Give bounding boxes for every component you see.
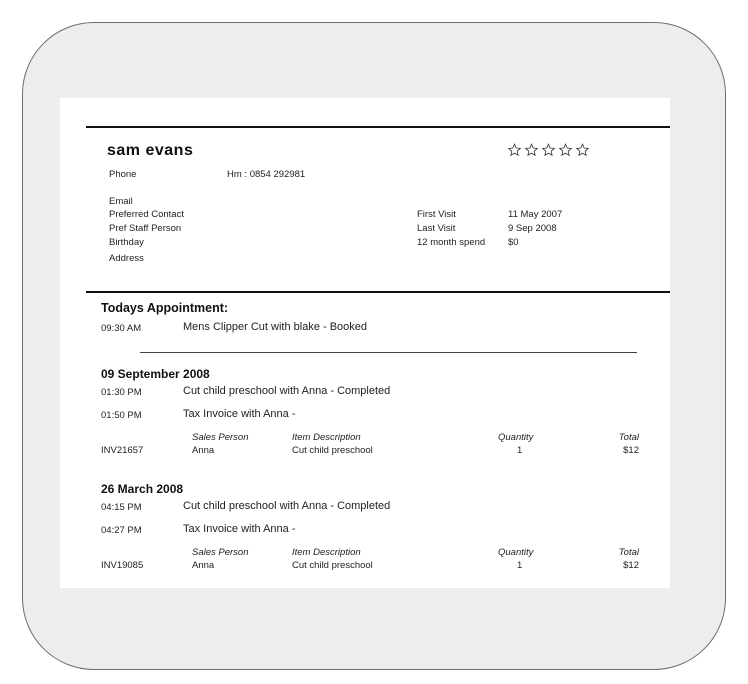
- appointment-time: 01:30 PM: [101, 387, 142, 398]
- col-total: Total: [618, 547, 639, 558]
- last-visit-value: 9 Sep 2008: [508, 223, 557, 234]
- birthday-label: Birthday: [109, 237, 144, 248]
- todays-appointment-time: 09:30 AM: [101, 323, 142, 334]
- first-visit-value: 11 May 2007: [508, 209, 563, 220]
- last-visit-label: Last Visit: [417, 223, 456, 234]
- preferred-contact-label: Preferred Contact: [109, 209, 184, 220]
- rating-stars: [507, 143, 590, 157]
- appointment-text: Cut child preschool with Anna - Completed: [183, 500, 391, 512]
- sales-person: Anna: [192, 560, 215, 571]
- invoice-number: INV19085: [101, 560, 144, 571]
- sales-person: Anna: [192, 445, 215, 456]
- total: $12: [623, 445, 639, 456]
- total: $12: [623, 560, 639, 571]
- invoice-text: Tax Invoice with Anna -: [183, 408, 296, 420]
- star-icon: [541, 143, 556, 157]
- quantity: 1: [517, 560, 523, 571]
- quantity: 1: [517, 445, 523, 456]
- col-quantity: Quantity: [498, 547, 534, 558]
- col-total: Total: [618, 432, 639, 443]
- phone-value: Hm : 0854 292981: [227, 169, 306, 180]
- star-icon: [558, 143, 573, 157]
- history-date: 09 September 2008: [101, 367, 210, 381]
- appointment-text: Cut child preschool with Anna - Completed: [183, 385, 391, 397]
- address-label: Address: [109, 253, 144, 264]
- appointment-time: 04:15 PM: [101, 502, 142, 513]
- col-quantity: Quantity: [498, 432, 534, 443]
- todays-appointment-text: Mens Clipper Cut with blake - Booked: [183, 321, 368, 333]
- todays-appointment-heading: Todays Appointment:: [101, 301, 229, 315]
- invoice-time: 04:27 PM: [101, 525, 142, 536]
- invoice-time: 01:50 PM: [101, 410, 142, 421]
- pref-staff-label: Pref Staff Person: [109, 223, 182, 234]
- star-icon: [524, 143, 539, 157]
- item-description: Cut child preschool: [292, 560, 373, 571]
- client-report-page: [60, 98, 670, 588]
- header-top-rule: [86, 126, 670, 128]
- spend-value: $0: [508, 237, 519, 248]
- history-divider: [140, 352, 637, 353]
- col-sales-person: Sales Person: [192, 547, 249, 558]
- item-description: Cut child preschool: [292, 445, 373, 456]
- col-sales-person: Sales Person: [192, 432, 249, 443]
- history-date: 26 March 2008: [101, 482, 184, 496]
- star-icon: [575, 143, 590, 157]
- phone-label: Phone: [109, 169, 137, 180]
- email-label: Email: [109, 196, 133, 207]
- client-name: sam evans: [107, 142, 194, 159]
- section-rule: [86, 291, 670, 293]
- star-icon: [507, 143, 522, 157]
- col-item-description: Item Description: [292, 432, 361, 443]
- invoice-text: Tax Invoice with Anna -: [183, 523, 296, 535]
- invoice-number: INV21657: [101, 445, 144, 456]
- col-item-description: Item Description: [292, 547, 361, 558]
- first-visit-label: First Visit: [417, 209, 456, 220]
- spend-label: 12 month spend: [417, 237, 486, 248]
